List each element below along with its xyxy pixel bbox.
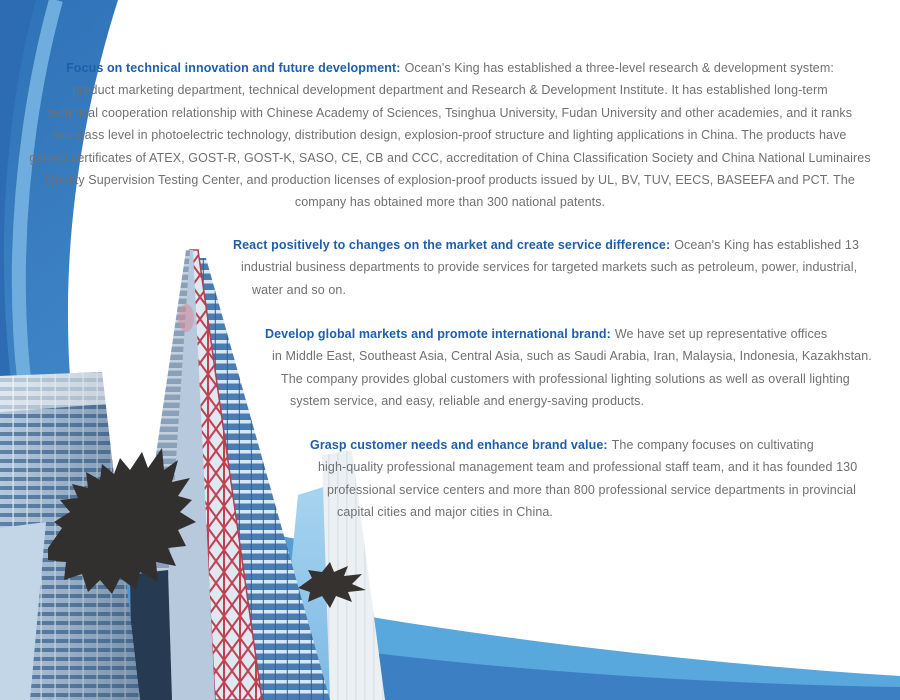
paragraph-line: capital cities and major cities in China. [337,505,554,520]
paragraph-line [265,323,872,345]
paragraph-text: We have set up representative offices [614,327,828,341]
paragraph-market-service [233,234,859,301]
paragraph-line: water and so on. [252,282,347,297]
paragraph-text: The company focuses on cultivating [611,438,814,452]
paragraph-line: system service, and easy, reliable and energy-saving products. [290,394,645,409]
paragraph-line: gained certificates of ATEX, GOST-R, GOST-K, SASO, CE, CB and CCC, accreditation of China Classification Society and China National Luminaires [29,150,871,165]
paragraph-text: Ocean's King has established a three-level research & development system: [404,61,834,75]
paragraph-text: Ocean's King has established 13 [674,238,860,252]
paragraph-line: The company provides global customers with professional lighting solutions as well as overall lighting [281,371,850,386]
paragraph-line [310,434,857,456]
paragraph-brand-value [310,434,857,524]
paragraph-heading: React positively to changes on the market and create service difference: [233,238,671,252]
paragraph-line: industrial business departments to provide services for targeted markets such as petroleum, power, industrial, [241,260,858,275]
paragraph-line: high-quality professional management team and professional staff team, and it has founded 130 [318,460,858,475]
paragraph-rd-system [28,57,872,214]
paragraph-line [233,234,859,256]
paragraph-heading: Grasp customer needs and enhance brand value: [310,438,608,452]
paragraph-line: Quality Supervision Testing Center, and production licenses of explosion-proof products issued by UL, BV, TUV, EECS, BASEEFA and PCT. The [45,173,855,188]
paragraph-line: technical cooperation relationship with Chinese Academy of Sciences, Tsinghua University, Fudan University and other academies, and it ranks [47,105,853,120]
paragraph-global-markets [265,323,872,413]
paragraph-line [28,57,872,79]
paragraph-line: in Middle East, Southeast Asia, Central Asia, such as Saudi Arabia, Iran, Malaysia, Indonesia, Kazakhstan. [272,349,872,364]
tower-red-accent [178,304,194,332]
paragraph-line: professional service centers and more than 800 professional service departments in provincial [327,482,857,497]
paragraph-heading: Focus on technical innovation and future development: [66,61,401,75]
paragraph-line: product marketing department, technical development department and Research & Development Institute. It has established long-term [72,83,828,98]
paragraph-line: top-class level in photoelectric technology, distribution design, explosion-proof structure and lighting applications in China. The products have [53,128,847,143]
paragraph-line: company has obtained more than 300 national patents. [294,195,606,210]
paragraph-heading: Develop global markets and promote international brand: [265,327,611,341]
